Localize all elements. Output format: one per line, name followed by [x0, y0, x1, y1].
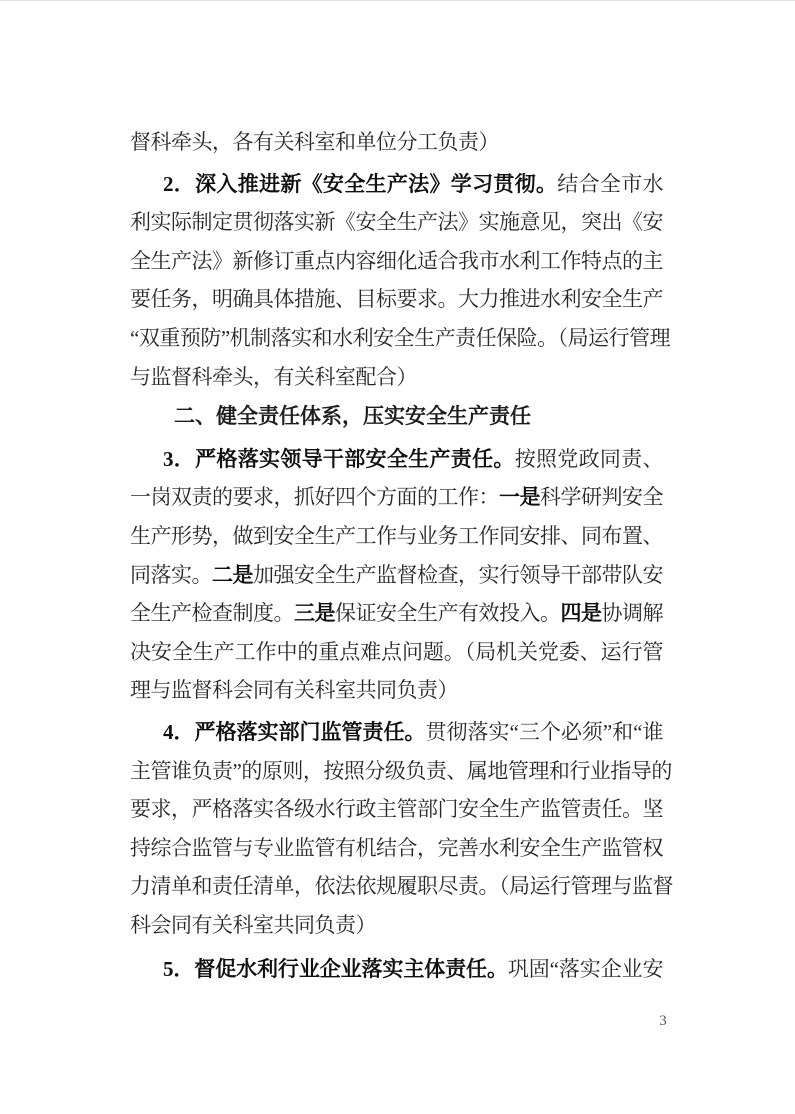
text-segment: 按照党政同责、 [514, 446, 664, 471]
text-line [130, 950, 663, 989]
text-segment: 加强安全生产监督检查，实行领导干部带队安 [253, 562, 663, 587]
paragraph-item-4 [130, 713, 673, 945]
paragraph-section-2-heading [130, 398, 663, 437]
bold-text-segment: 四是 [560, 601, 602, 626]
text-line [130, 165, 663, 204]
text-line [130, 440, 663, 479]
text-line [130, 790, 663, 829]
page-number: 3 [659, 1013, 667, 1029]
text-line [130, 906, 663, 945]
text-segment: 同落实。 [130, 562, 212, 587]
text-line [130, 478, 663, 517]
paragraph-item-5 [130, 950, 663, 989]
bold-text-segment: 二、健全责任体系，压实安全生产责任 [174, 405, 531, 429]
text-segment: 全生产法》新修订重点内容细化适合我市水利工作特点的主 [130, 248, 663, 273]
text-line [130, 556, 663, 595]
text-segment: 一岗双责的要求，抓好四个方面的工作： [130, 485, 499, 510]
text-line [130, 517, 663, 556]
text-line [130, 280, 663, 319]
text-segment: 督科牵头，各有关科室和单位分工负责） [130, 130, 499, 154]
text-line [130, 829, 663, 868]
text-segment: 主管谁负责”的原则，按照分级负责、属地管理和行业指导的 [130, 758, 672, 783]
text-line [130, 319, 671, 358]
text-segment: 决安全生产工作中的重点难点问题。（局机关党委、运行管 [130, 639, 663, 664]
text-line [130, 633, 663, 672]
text-segment: 持综合监管与专业监管有机结合，完善水利安全生产监管权 [130, 835, 663, 860]
text-segment: 科学研判安全 [540, 485, 663, 510]
text-line [130, 594, 663, 633]
text-line [130, 203, 663, 242]
text-segment: 要求，严格落实各级水行政主管部门安全生产监管责任。坚 [130, 797, 663, 822]
document-body [130, 123, 673, 989]
text-segment: 保证安全生产有效投入。 [335, 601, 561, 626]
bold-text-segment: 4．严格落实部门监管责任。 [163, 719, 426, 744]
text-segment: 理与监督科会同有关科室共同负责） [130, 678, 458, 703]
text-segment: 全生产检查制度。 [130, 601, 294, 626]
paragraph-item-2 [130, 165, 671, 397]
text-line [130, 713, 663, 752]
bold-text-segment: 5．督促水利行业企业落实主体责任。 [163, 957, 508, 982]
bold-text-segment: 2．深入推进新《安全生产法》学习贯彻。 [163, 171, 558, 196]
text-line [130, 242, 663, 281]
bold-text-segment: 一是 [499, 485, 540, 510]
bold-text-segment: 3．严格落实领导干部安全生产责任。 [163, 446, 515, 471]
text-line [130, 867, 673, 906]
text-segment: “双重预防”机制落实和水利安全生产责任保险。（局运行管理 [130, 325, 671, 350]
text-line [130, 123, 663, 162]
text-segment: 贯彻落实“三个必须”和“谁 [425, 719, 663, 744]
text-segment: 协调解 [601, 601, 663, 626]
text-line [130, 752, 672, 791]
text-line [130, 398, 663, 437]
bold-text-segment: 二是 [212, 562, 253, 587]
text-line [130, 358, 663, 397]
bold-text-segment: 三是 [294, 601, 335, 626]
paragraph-item-3 [130, 440, 663, 710]
paragraph-continuation-item-1 [130, 123, 663, 162]
text-segment: 巩固“落实企业安 [507, 957, 664, 982]
text-segment: 要任务，明确具体措施、目标要求。大力推进水利安全生产 [130, 287, 663, 312]
text-segment: 力清单和责任清单，依法依规履职尽责。（局运行管理与监督 [130, 874, 673, 899]
text-segment: 结合全市水 [557, 171, 663, 196]
text-segment: 科会同有关科室共同负责） [130, 912, 376, 937]
text-line [130, 671, 663, 710]
text-segment: 生产形势，做到安全生产工作与业务工作同安排、同布置、 [130, 523, 663, 548]
text-segment: 利实际制定贯彻落实新《安全生产法》实施意见，突出《安 [130, 210, 663, 235]
text-segment: 与监督科牵头，有关科室配合） [130, 364, 417, 389]
